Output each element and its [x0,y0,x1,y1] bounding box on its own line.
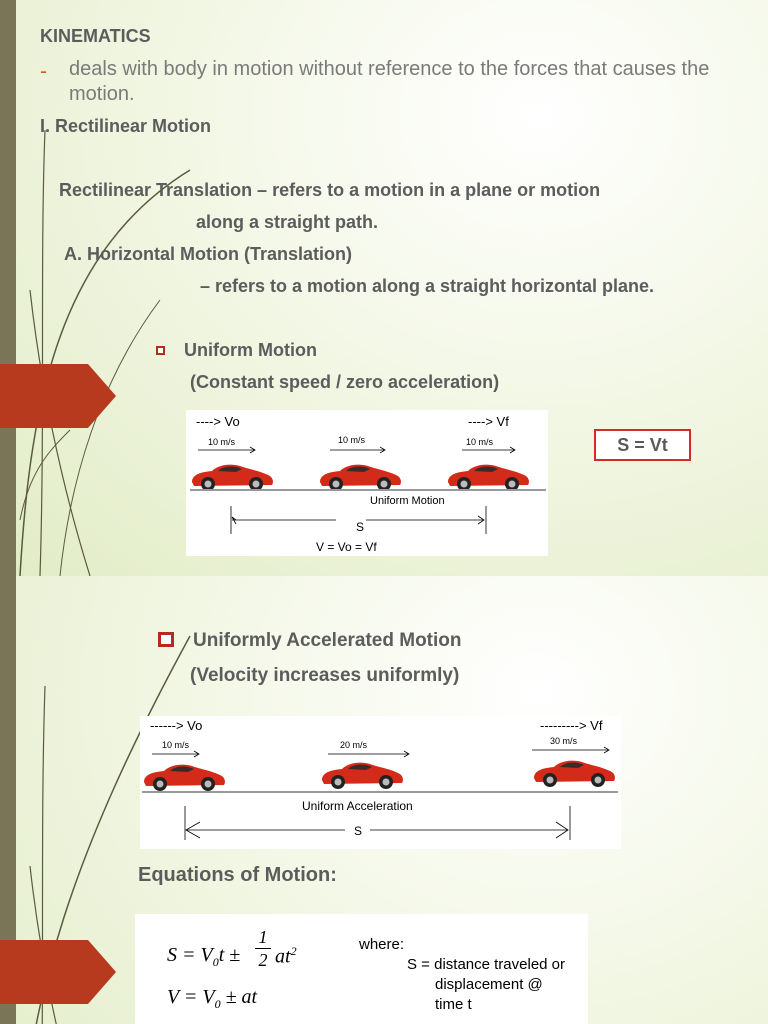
accel-sub: (Velocity increases uniformly) [190,665,460,686]
car-image [534,761,615,787]
equations-panel [135,914,588,1024]
equation-displacement: $S = V_0t$ ± [167,944,241,969]
bullet-dash: - [40,60,47,83]
speed-label: 30 m/s [550,736,578,746]
vf-label: ---------> Vf [540,718,603,733]
equation-fraction: 1 2 [255,926,271,971]
uniform-motion-diagram [186,410,548,556]
distance-arrow [370,822,568,838]
distance-arrow [232,517,336,524]
distance-label: S [354,824,363,838]
distance-arrow [186,822,345,838]
speed-label: 10 m/s [208,437,236,447]
accel-motion-diagram [140,716,621,849]
translation-line-2: along a straight path. [196,212,379,232]
car-image [448,465,529,491]
page-title: KINEMATICS [40,26,151,46]
checkbox-bullet-icon [158,632,174,647]
where-line: time t [435,996,472,1013]
formula-box: S = Vt [594,429,691,461]
horizontal-heading: A. Horizontal Motion (Translation) [64,244,352,264]
velocity-arrow [330,447,385,453]
where-line: S = distance traveled or [407,956,566,973]
velocity-arrow [328,751,409,757]
velocity-arrow [462,447,515,453]
equation-term: $at^2$ [275,944,297,968]
diagram-caption: Uniform Acceleration [302,799,413,813]
diagram-caption: Uniform Motion [370,495,445,507]
car-image [322,763,403,789]
uniform-sub: (Constant speed / zero acceleration) [190,372,500,392]
vo-label: ----> Vo [196,414,240,429]
uniform-heading: Uniform Motion [184,340,317,360]
section-heading: I. Rectilinear Motion [40,116,212,136]
speed-label: 10 m/s [162,740,190,750]
car-image [192,465,273,491]
velocity-arrow [532,747,609,753]
translation-line-1: Rectilinear Translation – refers to a motion in a plane or motion [59,180,601,200]
velocity-arrow [198,447,255,453]
equations-heading: Equations of Motion: [138,864,337,886]
velocity-arrow [152,751,199,757]
car-image [144,765,225,791]
checkbox-bullet-icon [156,346,165,355]
equation-velocity: $V = V_0$ ± at [167,986,258,1011]
where-label: where: [359,936,405,953]
description: deals with body in motion without reference to the forces that causes the motion. [69,58,710,105]
speed-label: 20 m/s [340,740,368,750]
vf-label: ----> Vf [468,414,509,429]
velocity-equation: V = Vo = Vf [316,540,377,554]
where-line: displacement @ [435,976,543,993]
vo-label: ------> Vo [150,718,203,733]
speed-label: 10 m/s [466,437,494,447]
distance-arrow [366,516,484,524]
accel-heading: Uniformly Accelerated Motion [193,630,462,651]
slide-2 [0,576,768,1024]
speed-label: 10 m/s [338,435,366,445]
car-image [320,465,401,491]
horizontal-desc: – refers to a motion along a straight horizontal plane. [200,276,655,296]
distance-label: S [356,520,365,534]
